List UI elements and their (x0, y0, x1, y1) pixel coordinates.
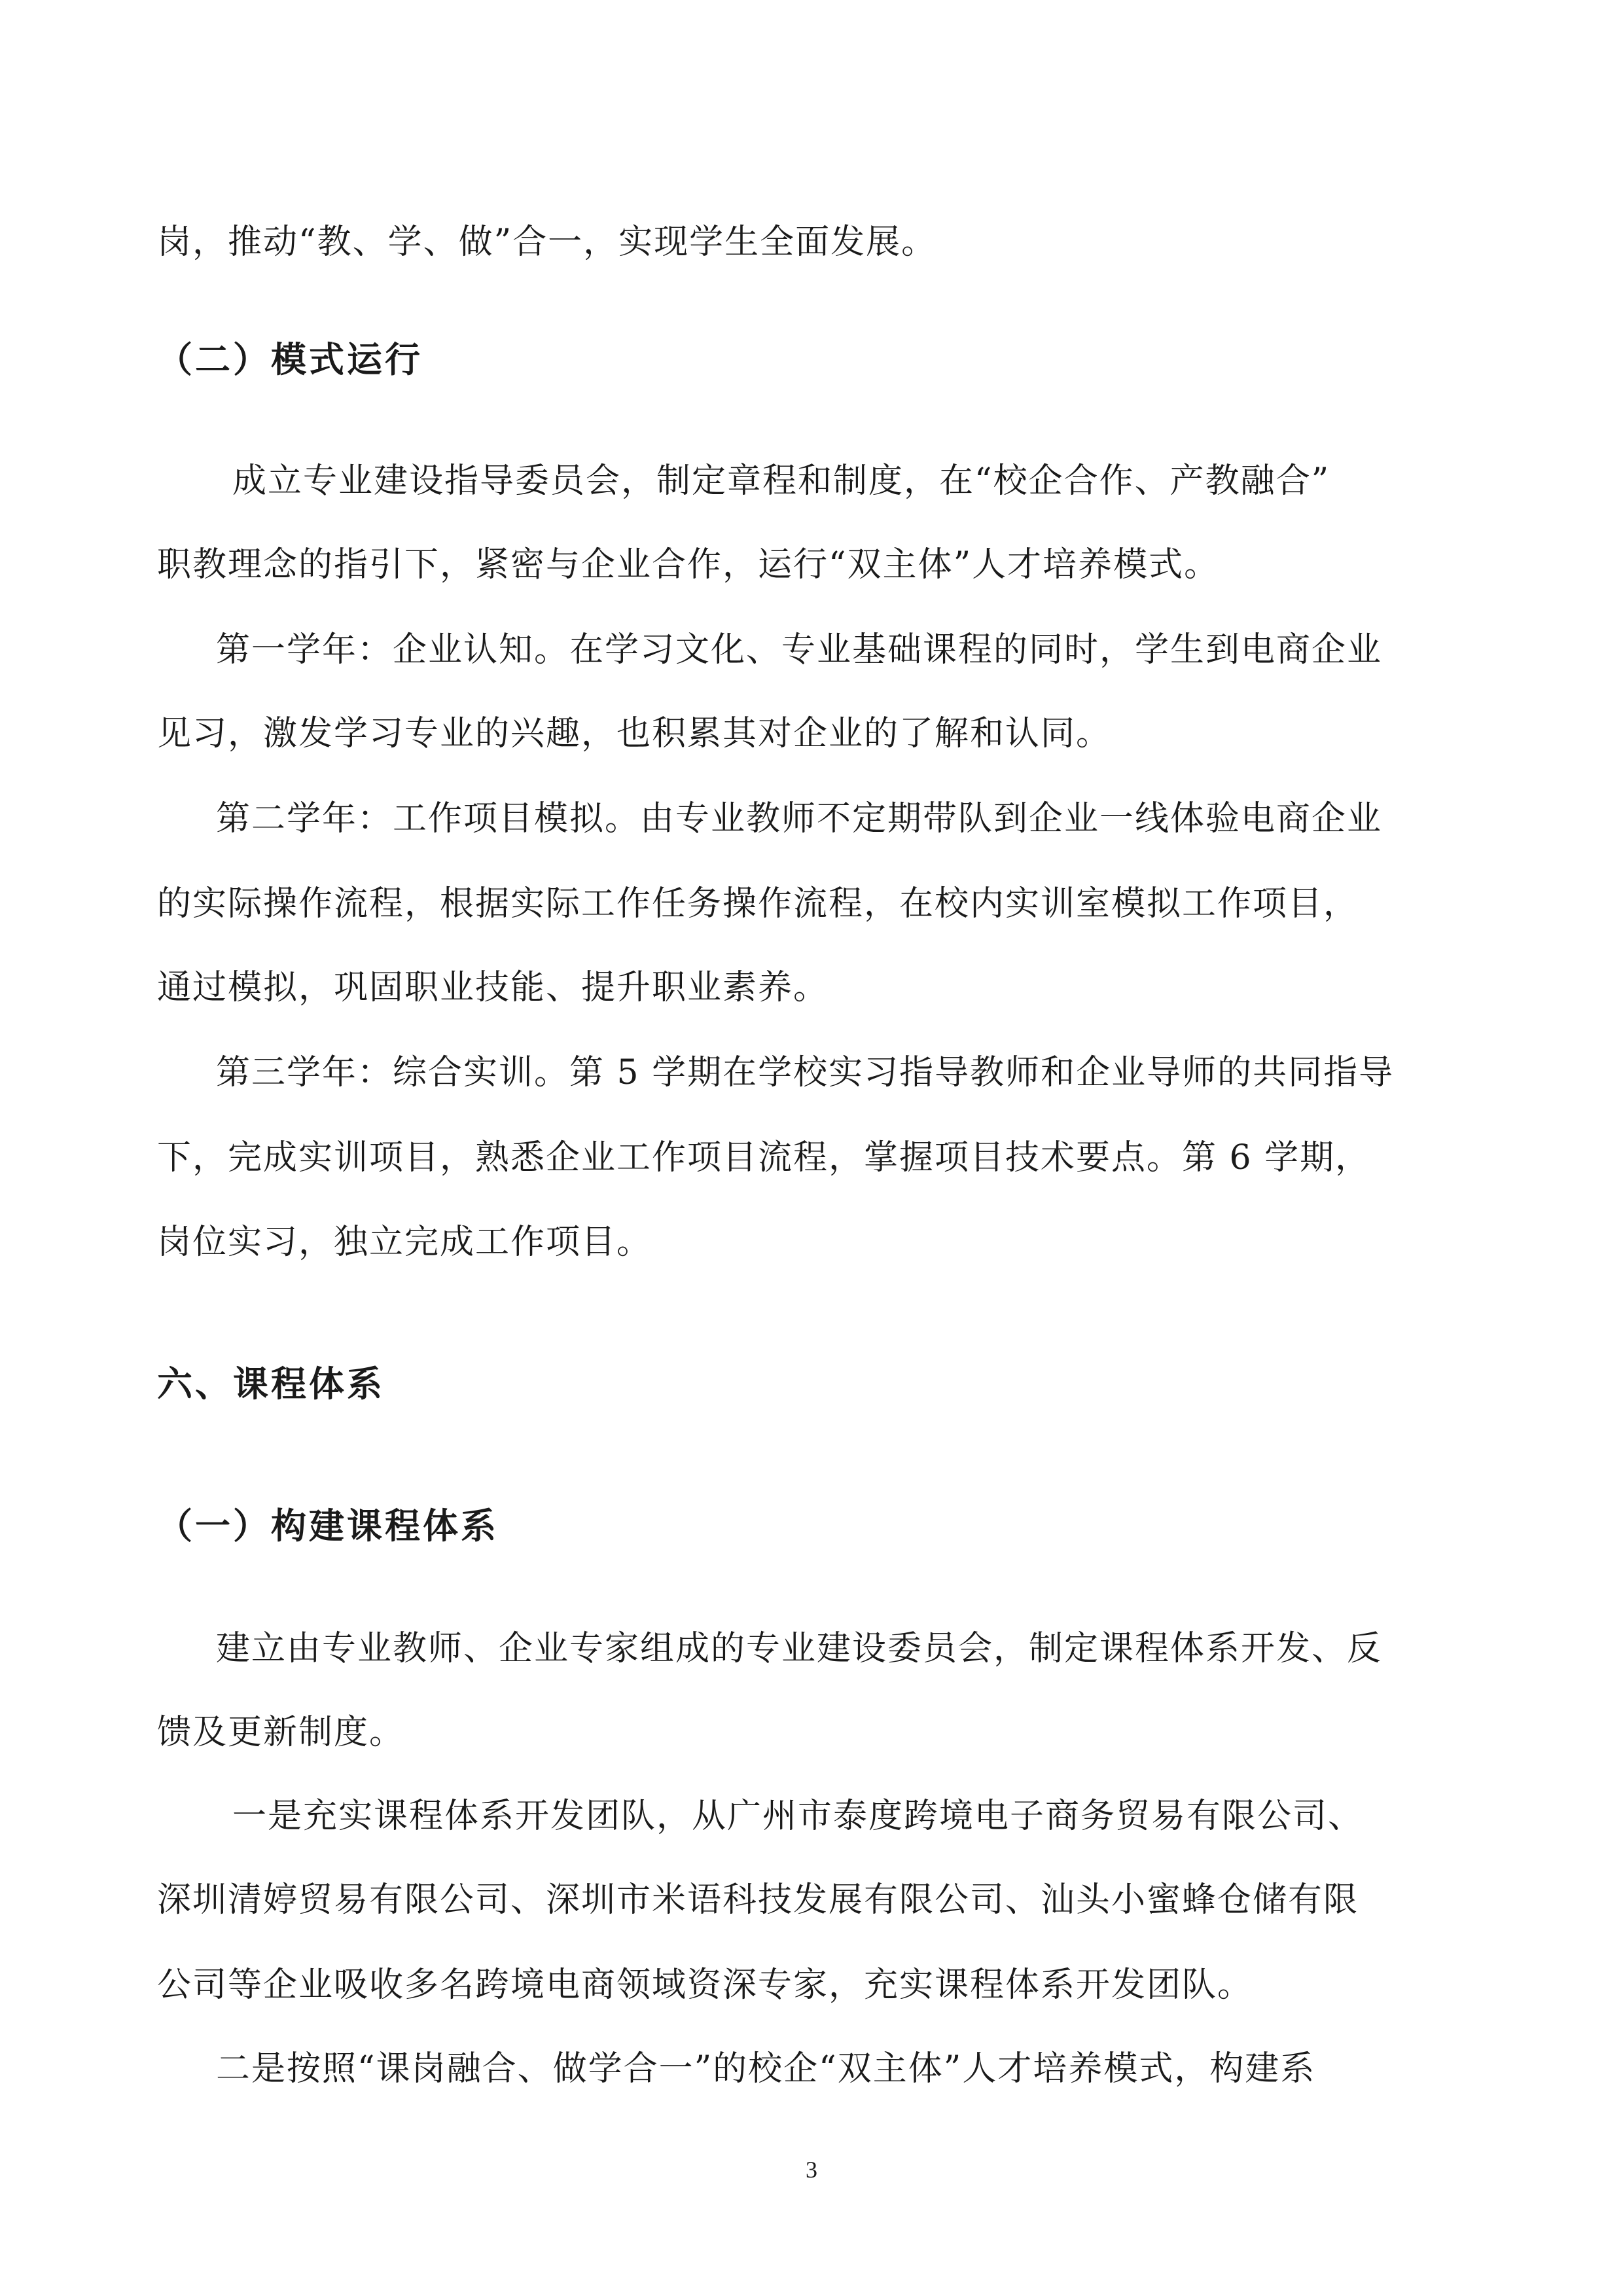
subsection-heading-build-curriculum: （一）构建课程体系 (157, 1505, 499, 1547)
paragraph-line: 职教理念的指引下，紧密与企业合作，运行“双主体”人才培养模式。 (157, 545, 1220, 584)
paragraph-line: 建立由专业教师、企业专家组成的专业建设委员会，制定课程体系开发、反 (216, 1629, 1383, 1668)
paragraph-line: 馈及更新制度。 (157, 1713, 405, 1752)
page-number: 3 (806, 2157, 817, 2183)
section-heading-curriculum-system: 六、课程体系 (157, 1363, 385, 1405)
paragraph-line: 岗，推动“教、学、做”合一，实现学生全面发展。 (157, 223, 937, 262)
paragraph-line: 一是充实课程体系开发团队，从广州市泰度跨境电子商务贸易有限公司、 (232, 1797, 1364, 1836)
section-heading-mode-operation: （二）模式运行 (157, 339, 423, 380)
paragraph-line: 通过模拟，巩固职业技能、提升职业素养。 (157, 968, 829, 1007)
paragraph-line: 公司等企业吸收多名跨境电商领域资深专家，充实课程体系开发团队。 (157, 1965, 1253, 2005)
paragraph-line: 第二学年：工作项目模拟。由专业教师不定期带队到企业一线体验电商企业 (216, 799, 1383, 838)
paragraph-line: 第三学年：综合实训。第 5 学期在学校实习指导教师和企业导师的共同指导 (216, 1053, 1395, 1092)
paragraph-line: 第一学年：企业认知。在学习文化、专业基础课程的同时，学生到电商企业 (216, 630, 1383, 670)
paragraph-line: 下，完成实训项目，熟悉企业工作项目流程，掌握项目技术要点。第 6 学期， (157, 1138, 1371, 1177)
paragraph-line: 的实际操作流程，根据实际工作任务操作流程，在校内实训室模拟工作项目， (157, 884, 1359, 924)
paragraph-line: 岗位实习，独立完成工作项目。 (157, 1223, 652, 1262)
paragraph-line: 成立专业建设指导委员会，制定章程和制度，在“校企合作、产教融合” (232, 461, 1330, 501)
paragraph-line: 见习，激发学习专业的兴趣，也积累其对企业的了解和认同。 (157, 714, 1112, 753)
paragraph-line: 二是按照“课岗融合、做学合一”的校企“双主体”人才培养模式，构建系 (216, 2049, 1316, 2089)
paragraph-line: 深圳清婷贸易有限公司、深圳市米语科技发展有限公司、汕头小蜜蜂仓储有限 (157, 1880, 1359, 1920)
